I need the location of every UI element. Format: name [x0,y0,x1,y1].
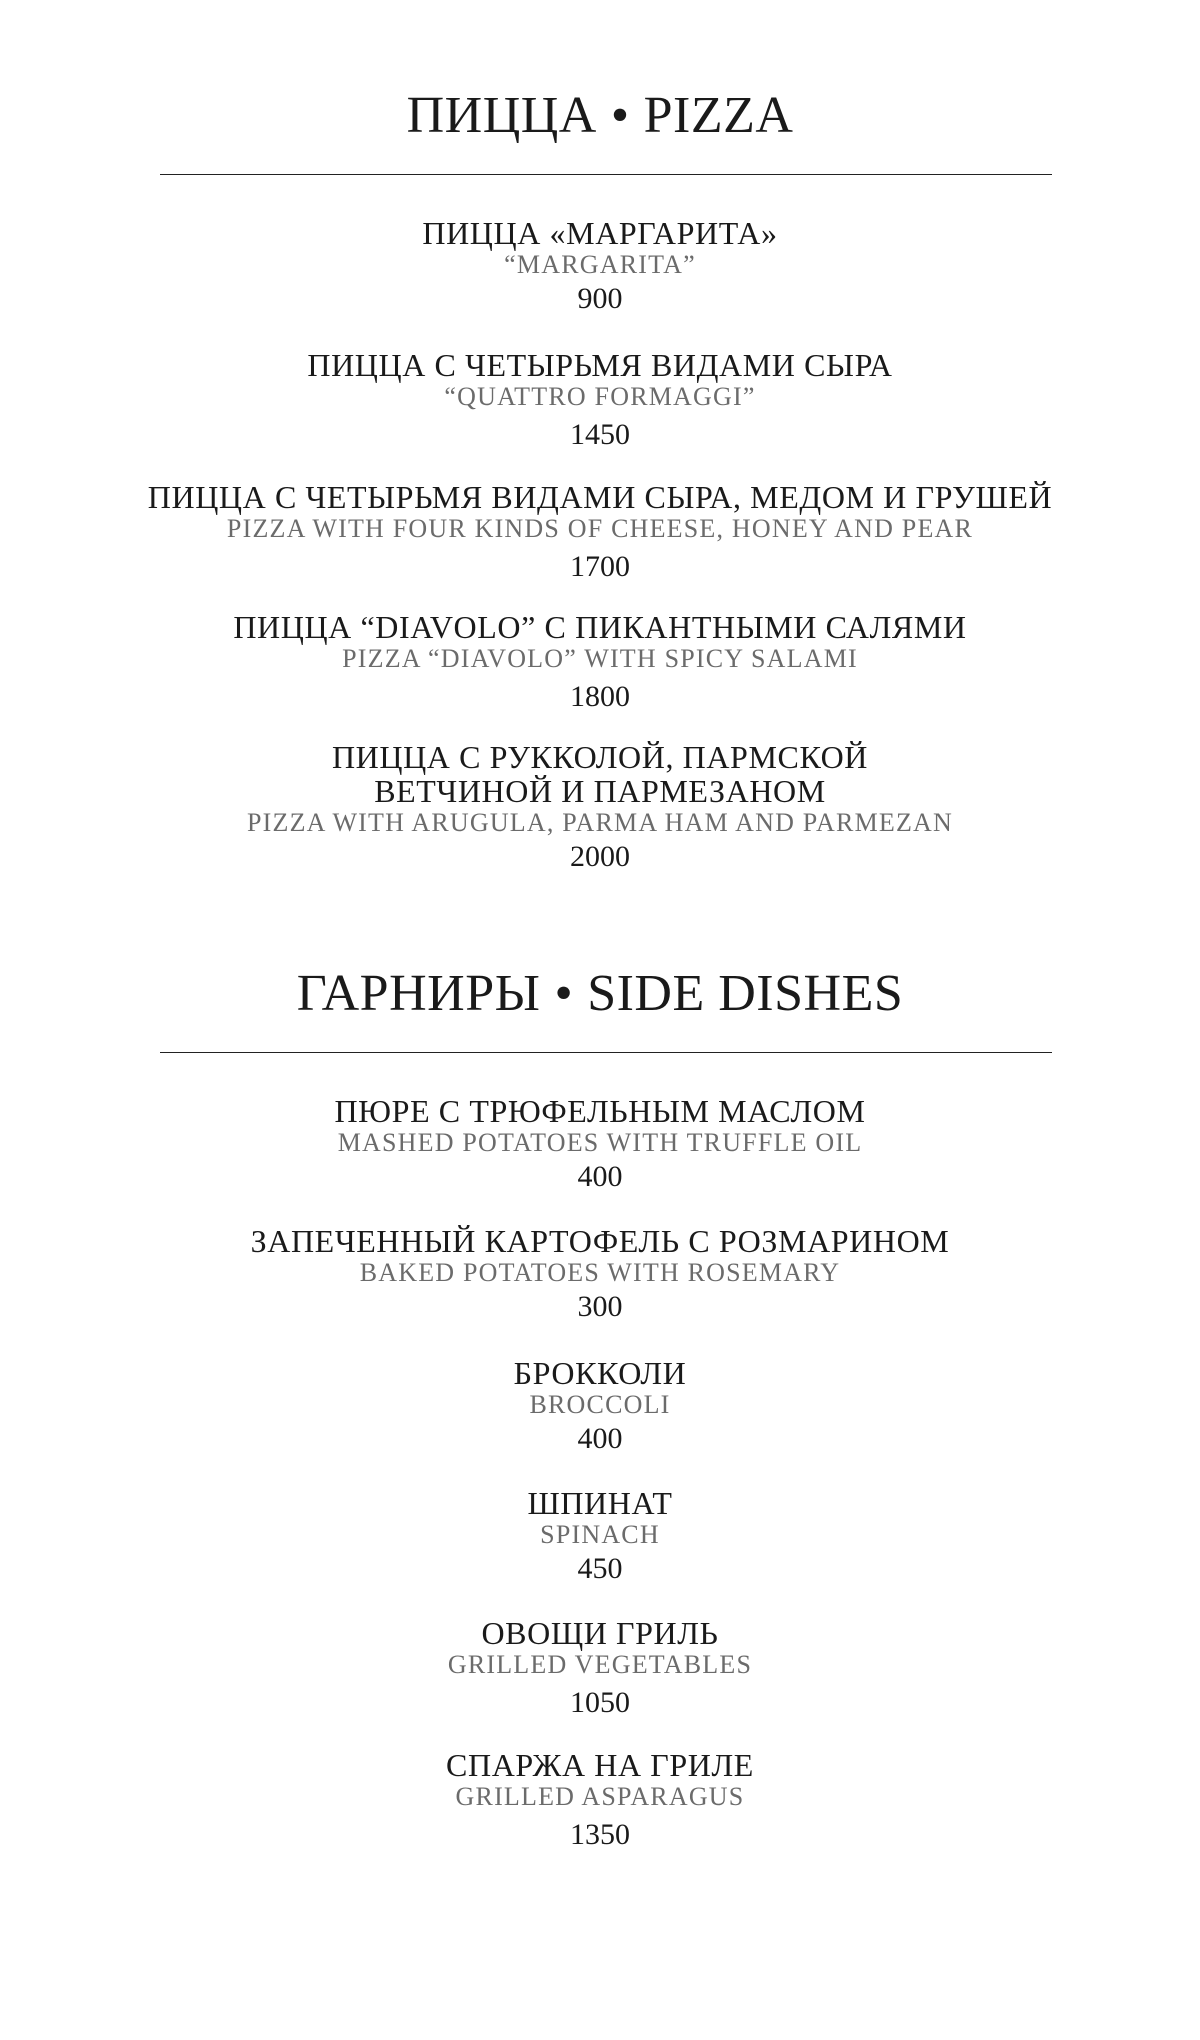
item-name-en: PIZZA “DIAVOLO” WITH SPICY SALAMI [342,644,858,673]
pizza-section-title [0,86,1200,146]
sides-divider [160,1052,1052,1053]
item-price: 900 [577,282,623,315]
item-price: 300 [577,1290,623,1323]
item-name-ru-line1: ПИЦЦА С РУККОЛОЙ, ПАРМСКОЙ [331,739,869,775]
item-name-en: GRILLED ASPARAGUS [455,1782,745,1811]
item-name-ru: ЗАПЕЧЕННЫЙ КАРТОФЕЛЬ С РОЗМАРИНОМ [250,1223,950,1259]
item-name-ru: СПАРЖА НА ГРИЛЕ [446,1747,754,1783]
pizza-title-en: PIZZA [643,87,794,144]
menu-item-four-cheese-honey-pear [0,480,1200,586]
menu-item-diavolo [0,610,1200,716]
menu-item-arugula-parma [0,740,1200,876]
item-price: 450 [577,1552,623,1585]
item-price: 400 [577,1422,623,1455]
item-name-en: “MARGARITA” [504,250,696,279]
pizza-title-ru: ПИЦЦА [406,87,597,144]
item-price: 1700 [570,550,630,583]
item-name-ru: ПИЦЦА С ЧЕТЫРЬМЯ ВИДАМИ СЫРА, МЕДОМ И ГРУШЕЙ [147,479,1053,515]
menu-item-baked-potatoes [0,1224,1200,1326]
bullet-separator: • [610,87,630,144]
item-name-en: PIZZA WITH ARUGULA, PARMA HAM AND PARMEZAN [246,808,954,837]
bullet-separator: • [554,965,574,1022]
item-name-ru: ПЮРЕ С ТРЮФЕЛЬНЫМ МАСЛОМ [334,1093,866,1129]
item-name-ru: ПИЦЦА «МАРГАРИТА» [422,215,778,251]
item-name-en: MASHED POTATOES WITH TRUFFLE OIL [337,1128,863,1157]
item-price: 400 [577,1160,623,1193]
item-price: 1800 [570,680,630,713]
item-price: 1050 [570,1686,630,1719]
pizza-divider [160,174,1052,175]
sides-title-en: SIDE DISHES [587,965,904,1022]
item-name-en: BAKED POTATOES WITH ROSEMARY [359,1258,841,1287]
item-price: 1450 [570,418,630,451]
sides-title-ru: ГАРНИРЫ [296,965,541,1022]
item-name-ru: ШПИНАТ [527,1485,673,1521]
item-name-ru: ПИЦЦА С ЧЕТЫРЬМЯ ВИДАМИ СЫРА [307,347,893,383]
item-name-ru: ОВОЩИ ГРИЛЬ [481,1615,719,1651]
sides-section [0,964,1200,1024]
item-name-en: “QUATTRO FORMAGGI” [444,382,756,411]
item-name-en: GRILLED VEGETABLES [447,1650,753,1679]
item-price: 1350 [570,1818,630,1851]
item-name-en: SPINACH [540,1520,660,1549]
menu-item-grilled-vegetables [0,1616,1200,1722]
menu-item-grilled-asparagus [0,1748,1200,1854]
item-price: 2000 [570,840,630,873]
menu-item-mashed-potatoes [0,1094,1200,1196]
item-name-ru: ПИЦЦА “DIAVOLO” С ПИКАНТНЫМИ САЛЯМИ [233,609,967,645]
item-name-en: PIZZA WITH FOUR KINDS OF CHEESE, HONEY AND PEAR [226,514,974,543]
pizza-section [0,86,1200,146]
sides-section-title [0,964,1200,1024]
item-name-ru-line2: ВЕТЧИНОЙ И ПАРМЕЗАНОМ [374,773,826,809]
menu-item-margarita [0,216,1200,318]
item-name-en: BROCCOLI [529,1390,671,1419]
item-name-ru: БРОККОЛИ [513,1355,687,1391]
menu-item-spinach [0,1486,1200,1588]
menu-item-quattro-formaggi [0,348,1200,454]
menu-item-broccoli [0,1356,1200,1458]
